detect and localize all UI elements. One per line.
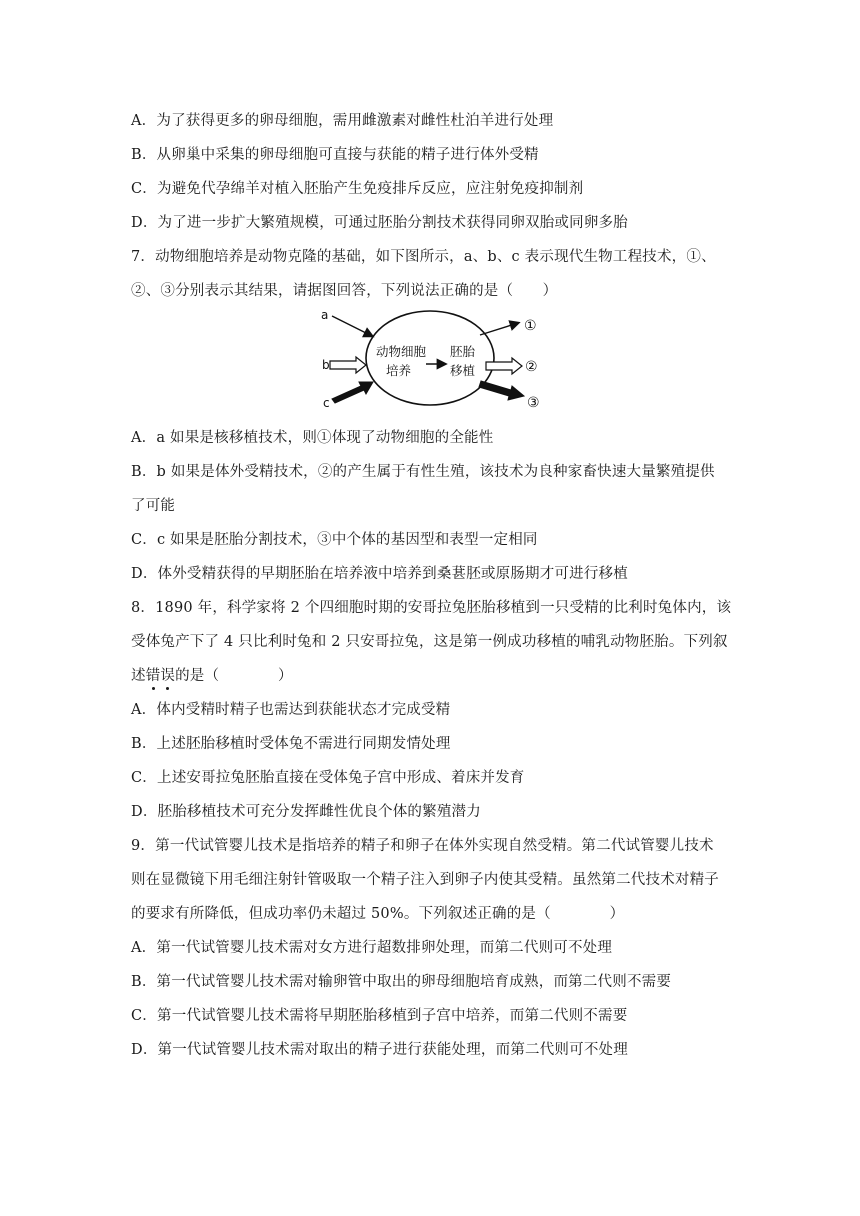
- q7-stem-line1: 7．动物细胞培养是动物克隆的基础，如下图所示，a、b、c 表示现代生物工程技术，①、: [131, 249, 716, 265]
- q6-option-c: C．为避免代孕绵羊对植入胚胎产生免疫排斥反应，应注射免疫抑制剂: [131, 181, 584, 197]
- q8-stem-pre: 述: [131, 668, 146, 684]
- box-right-line2: 移植: [450, 363, 476, 378]
- q6-option-d: D．为了进一步扩大繁殖规模，可通过胚胎分割技术获得同卵双胎或同卵多胎: [131, 215, 628, 231]
- q9-stem-line3: 的要求有所降低，但成功率仍未超过 50%。下列叙述正确的是（ ）: [131, 906, 625, 922]
- output-arrow-1: [480, 323, 518, 335]
- output-arrow-3: [479, 381, 524, 400]
- q8-option-b: B．上述胚胎移植时受体兔不需进行同期发情处理: [131, 736, 451, 752]
- q7-option-c: C．c 如果是胚胎分割技术，③中个体的基因型和表型一定相同: [131, 532, 538, 548]
- q9-option-b: B．第一代试管婴儿技术需对输卵管中取出的卵母细胞培育成熟，而第二代则不需要: [131, 974, 672, 990]
- q9-option-c: C．第一代试管婴儿技术需将早期胚胎移植到子宫中培养，而第二代则不需要: [131, 1008, 628, 1024]
- q6-option-a: A．为了获得更多的卵母细胞，需用雌激素对雌性杜泊羊进行处理: [131, 113, 554, 129]
- output-label-2: ②: [525, 359, 538, 375]
- output-label-3: ③: [527, 395, 540, 411]
- output-label-1: ①: [524, 318, 537, 334]
- q8-option-a: A．体内受精时精子也需达到获能状态才完成受精: [131, 702, 451, 718]
- box-right-line1: 胚胎: [450, 344, 476, 359]
- q6-option-b: B．从卵巢中采集的卵母细胞可直接与获能的精子进行体外受精: [131, 147, 539, 163]
- q9-option-a: A．第一代试管婴儿技术需对女方进行超数排卵处理，而第二代则可不处理: [131, 940, 613, 956]
- input-arrow-c: [332, 382, 373, 403]
- emphasis-char-1: 错: [145, 668, 161, 684]
- q8-stem-line1: 8．1890 年，科学家将 2 个四细胞时期的安哥拉兔胚胎移植到一只受精的比利时兔体内，该: [131, 600, 732, 616]
- q8-stem-post: 的是（ ）: [175, 668, 293, 684]
- q7-stem-line2: ②、③分别表示其结果，请据图回答，下列说法正确的是（ ）: [131, 283, 558, 299]
- input-arrow-a: [332, 316, 372, 336]
- input-label-b: b: [322, 358, 330, 372]
- q8-option-c: C．上述安哥拉兔胚胎直接在受体兔子宫中形成、着床并发育: [131, 770, 525, 786]
- q7-diagram: [318, 306, 550, 420]
- q7-option-b-line1: B．b 如果是体外受精技术，②的产生属于有性生殖，该技术为良种家畜快速大量繁殖提供: [131, 464, 715, 480]
- q7-option-b-line2: 了可能: [131, 498, 176, 514]
- q8-option-d: D．胚胎移植技术可充分发挥雌性优良个体的繁殖潜力: [131, 804, 481, 820]
- q7-option-d: D．体外受精获得的早期胚胎在培养液中培养到桑葚胚或原肠期才可进行移植: [131, 566, 628, 582]
- emphasis-char-2: 误: [160, 668, 176, 684]
- q8-stem-line2: 受体兔产下了 4 只比利时兔和 2 只安哥拉兔，这是第一例成功移植的哺乳动物胚胎。下列叙: [131, 634, 728, 650]
- q9-stem-line1: 9．第一代试管婴儿技术是指培养的精子和卵子在体外实现自然受精。第二代试管婴儿技术: [131, 838, 714, 854]
- q7-option-a: A．a 如果是核移植技术，则①体现了动物细胞的全能性: [131, 430, 494, 446]
- input-label-a: a: [321, 308, 329, 322]
- q8-stem-line3: [131, 666, 293, 686]
- q9-option-d: D．第一代试管婴儿技术需对取出的精子进行获能处理，而第二代则可不处理: [131, 1042, 628, 1058]
- box-left-line1: 动物细胞: [376, 344, 427, 359]
- q9-stem-line2: 则在显微镜下用毛细注射针管吸取一个精子注入到卵子内使其受精。虽然第二代技术对精子: [131, 872, 719, 888]
- input-arrow-b: [330, 357, 366, 373]
- box-left-line2: 培养: [386, 363, 412, 378]
- input-label-c: c: [323, 396, 330, 410]
